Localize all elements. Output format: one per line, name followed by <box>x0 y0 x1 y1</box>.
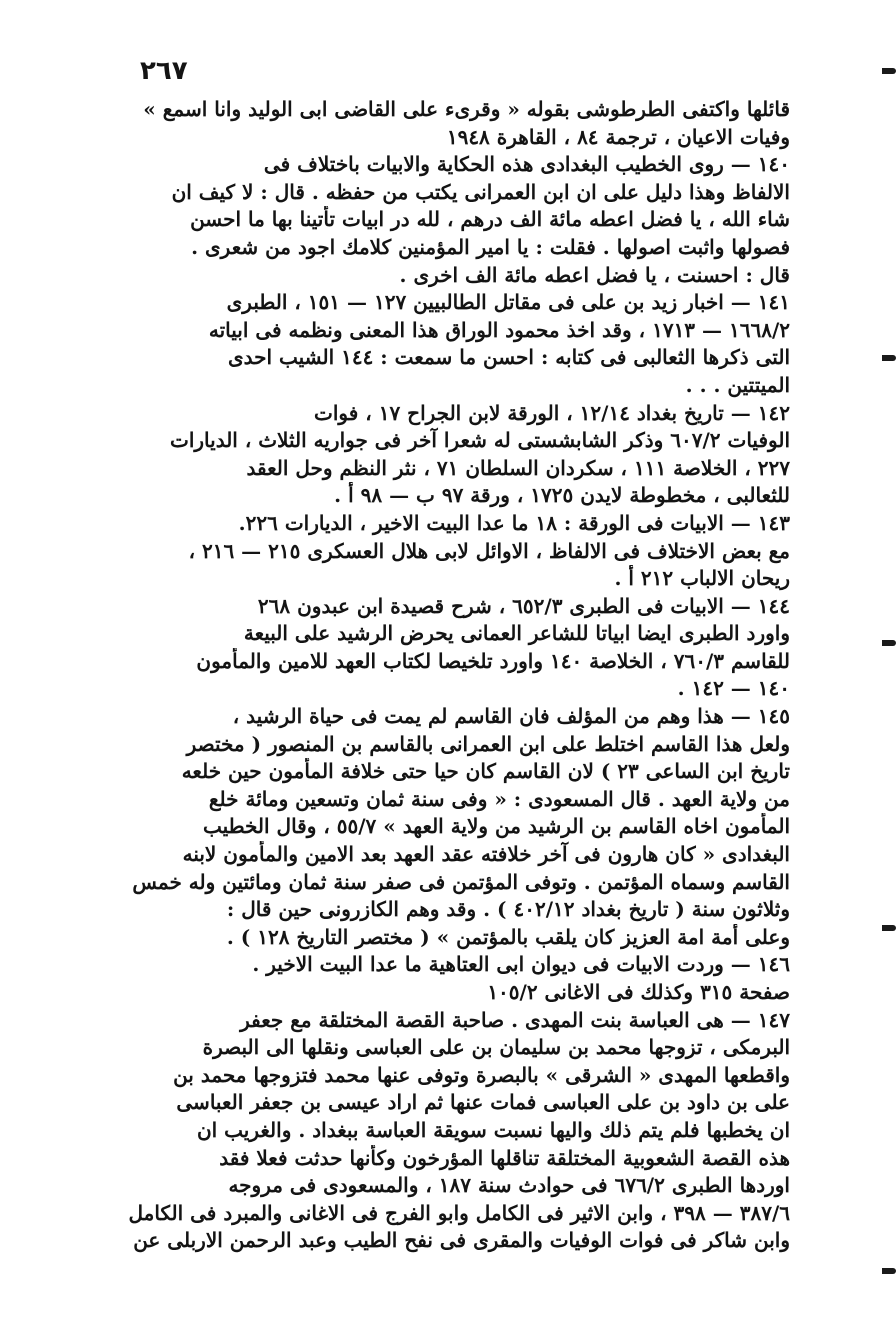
text-line: وعلى أمة امة العزيز كان يلقب بالمؤتمن » ( مختصر التاريخ ١٢٨ ) . <box>226 924 790 949</box>
text-line: البرمكى ، تزوجها محمد بن سليمان بن على العباسى ونقلها الى البصرة <box>202 1035 790 1060</box>
text-line: شاء الله ، يا فضل اعطه مائة الف درهم ، لله در ابيات تأتينا بها ما احسن <box>190 207 790 232</box>
text-line: واقطعها المهدى « الشرقى » بالبصرة وتوفى عنها محمد فتزوجها محمد بن <box>173 1062 790 1087</box>
text-line: ١٤٧ — هى العباسة بنت المهدى . صاحبة القصة المختلقة مع جعفر <box>240 1007 790 1032</box>
text-line: للثعالبى ، مخطوطة لايدن ١٧٢٥ ، ورقة ٩٧ ب — ٩٨ أ . <box>334 483 790 508</box>
text-line: الوفيات ٦٠٧/٢ وذكر الشابشستى له شعرا آخر فى جواريه الثلاث ، الديارات <box>170 428 790 453</box>
text-line: ٣٨٧/٦ — ٣٩٨ ، وابن الاثير فى الكامل وابو الفرج فى الاغانى والمبرد فى الكامل <box>128 1200 790 1225</box>
body-text <box>100 96 790 1255</box>
text-line: ١٦٦٨/٢ — ١٧١٣ ، وقد اخذ محمود الوراق هذا المعنى ونظمه فى ابياته <box>208 317 790 342</box>
text-line: وابن شاكر فى فوات الوفيات والمقرى فى نفح الطيب وعبد الرحمن الاربلى عن <box>133 1228 790 1253</box>
text-line: ريحان الالباب ٢١٢ أ . <box>614 566 790 591</box>
text-line: قائلها واكتفى الطرطوشى بقوله « وقرىء على القاضى ابى الوليد وانا اسمع » <box>143 97 790 121</box>
text-line: المأمون اخاه القاسم بن الرشيد من ولاية العهد » ٥٥/٧ ، وقال الخطيب <box>202 814 790 839</box>
text-line: وفيات الاعيان ، ترجمة ٨٤ ، القاهرة ١٩٤٨ <box>446 124 790 149</box>
text-line: ١٤٥ — هذا وهم من المؤلف فان القاسم لم يمت فى حياة الرشيد ، <box>232 704 790 729</box>
text-line: الالفاظ وهذا دليل على ان ابن العمرانى يكتب من حفظه . قال : لا كيف ان <box>171 179 790 204</box>
text-line: واورد الطبرى ايضا ابياتا للشاعر العمانى يحرض الرشيد على البيعة <box>243 621 790 646</box>
text-line: للقاسم ٧٦٠/٣ ، الخلاصة ١٤٠ واورد تلخيصا لكتاب العهد للامين والمأمون <box>196 648 790 673</box>
scan-margin-mark <box>882 355 896 361</box>
text-line: قال : احسنت ، يا فضل اعطه مائة الف اخرى . <box>399 262 790 287</box>
text-line: على بن داود بن على العباسى فمات عنها ثم اراد عيسى بن جعفر العباسى <box>176 1090 790 1115</box>
text-line: ولعل هذا القاسم اختلط على ابن العمرانى بالقاسم بن المنصور ( مختصر <box>186 731 790 756</box>
text-line: ٢٢٧ ، الخلاصة ١١١ ، سكردان السلطان ٧١ ، نثر النظم وحل العقد <box>246 455 790 480</box>
text-line: ١٤٤ — الابيات فى الطبرى ٦٥٢/٣ ، شرح قصيدة ابن عبدون ٢٦٨ <box>257 593 790 618</box>
text-line: من ولاية العهد . قال المسعودى : « وفى سنة ثمان وتسعين ومائة خلع <box>208 786 790 811</box>
text-line: اوردها الطبرى ٦٧٦/٢ فى حوادث سنة ١٨٧ ، والمسعودى فى مروجه <box>228 1173 790 1198</box>
text-line: القاسم وسماه المؤتمن . وتوفى المؤتمن فى صفر سنة ثمان ومائتين وله خمس <box>132 869 790 894</box>
scan-margin-mark <box>882 68 896 74</box>
text-line: ١٤٦ — وردت الابيات فى ديوان ابى العتاهية ما عدا البيت الاخير . <box>252 952 790 977</box>
text-line: ١٤٢ — تاريخ بغداد ١٢/١٤ ، الورقة لابن الجراح ١٧ ، فوات <box>314 400 790 425</box>
scan-margin-mark <box>882 640 896 646</box>
text-line: ١٤٠ — ١٤٢ . <box>677 676 790 701</box>
text-line: وثلاثون سنة ( تاريخ بغداد ٤٠٢/١٢ ) . وقد وهم الكازرونى حين قال : <box>226 897 790 922</box>
text-line: ان يخطبها فلم يتم ذلك واليها نسبت سويقة العباسة ببغداد . والغريب ان <box>196 1117 790 1142</box>
text-line: ١٤٠ — روى الخطيب البغدادى هذه الحكاية والابيات باختلاف فى <box>263 152 790 177</box>
text-line: مع بعض الاختلاف فى الالفاظ ، الاوائل لابى هلال العسكرى ٢١٥ — ٢١٦ ، <box>188 538 790 563</box>
text-line: التى ذكرها الثعالبى فى كتابه : احسن ما سمعت : ١٤٤ الشيب احدى <box>227 345 790 370</box>
scan-margin-mark <box>882 1268 896 1274</box>
text-line: هذه القصة الشعوبية المختلقة تناقلها المؤرخون وكأنها حدثت فعلا فقد <box>219 1145 790 1170</box>
page-number: ٢٦٧ <box>140 56 188 86</box>
text-line: فصولها واثبت اصولها . فقلت : يا امير المؤمنين كلامك اجود من شعرى . <box>191 234 790 259</box>
scan-margin-mark <box>882 925 896 931</box>
text-line: تاريخ ابن الساعى ٢٣ ) لان القاسم كان حيا حتى خلافة المأمون حين خلعه <box>181 759 790 784</box>
text-line: ١٤١ — اخبار زيد بن على فى مقاتل الطالبيين ١٢٧ — ١٥١ ، الطبرى <box>226 290 790 315</box>
text-line: ١٤٣ — الابيات فى الورقة : ١٨ ما عدا البيت الاخير ، الديارات ٢٢٦. <box>238 510 790 535</box>
text-line: البغدادى « كان هارون فى آخر خلافته عقد العهد بعد الامين والمأمون لابنه <box>182 842 790 867</box>
text-line: صفحة ٣١٥ وكذلك فى الاغانى ١٠٥/٢ <box>487 980 790 1004</box>
text-line: الميتتين . . . <box>685 372 790 397</box>
